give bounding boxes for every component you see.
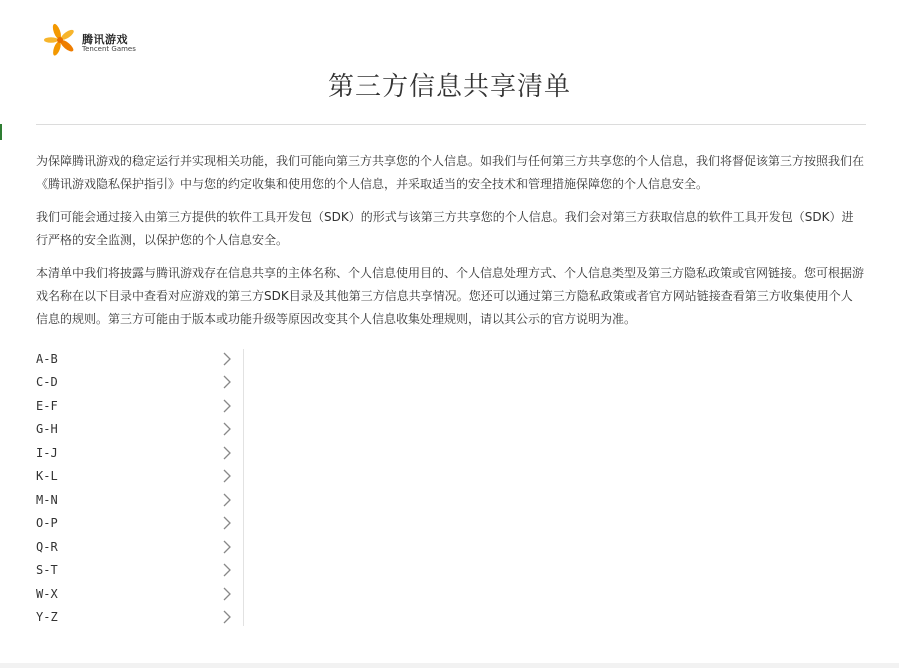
letter-index-list [36,347,232,629]
index-item-s-t[interactable] [36,559,232,583]
index-item-g-h[interactable] [36,418,232,442]
index-item-label: G-H [36,422,58,437]
logo-text-cn: 腾讯游戏 [82,33,128,46]
index-item-label: Q-R [36,539,58,554]
index-item-label: Y-Z [36,610,58,625]
index-item-w-x[interactable] [36,582,232,606]
index-item-k-l[interactable] [36,465,232,489]
chevron-right-icon [222,587,232,601]
intro-paragraph: 为保障腾讯游戏的稳定运行并实现相关功能，我们可能向第三方共享您的个人信息。如我们与任何第三方共享您的个人信息，我们将督促该第三方按照我们在《腾讯游戏隐私保护指引》中与您的约定收集和使用您的个人信息，并采取适当的安全技术和管理措施保障您的个人信息安全。 [36,154,865,191]
index-item-label: C-D [36,375,58,390]
index-item-e-f[interactable] [36,394,232,418]
tencent-games-logo[interactable] [40,22,150,58]
chevron-right-icon [222,610,232,624]
index-item-label: K-L [36,469,58,484]
index-item-a-b[interactable] [36,347,232,371]
intro-paragraph: 我们可能会通过接入由第三方提供的软件工具开发包（SDK）的形式与该第三方共享您的个人信息。我们会对第三方获取信息的软件工具开发包（SDK）进行严格的安全监测，以保护您的个人信息安全。 [36,210,854,247]
index-item-label: I-J [36,445,58,460]
index-item-label: O-P [36,516,58,531]
chevron-right-icon [222,469,232,483]
left-edge-marker [0,124,2,140]
index-item-q-r[interactable] [36,535,232,559]
index-item-m-n[interactable] [36,488,232,512]
index-item-y-z[interactable] [36,606,232,630]
index-item-c-d[interactable] [36,371,232,395]
index-item-label: A-B [36,351,58,366]
index-item-label: M-N [36,492,58,507]
index-item-label: S-T [36,563,58,578]
chevron-right-icon [222,375,232,389]
tencent-games-logo-icon [40,22,80,58]
chevron-right-icon [222,399,232,413]
index-item-label: E-F [36,398,58,413]
title-divider [36,124,866,125]
index-item-label: W-X [36,586,58,601]
index-content-divider [243,349,244,626]
intro-section [36,150,864,341]
logo-text-en: Tencent Games [82,45,136,53]
chevron-right-icon [222,493,232,507]
chevron-right-icon [222,516,232,530]
index-item-o-p[interactable] [36,512,232,536]
chevron-right-icon [222,422,232,436]
intro-paragraph: 本清单中我们将披露与腾讯游戏存在信息共享的主体名称、个人信息使用目的、个人信息处理方式、个人信息类型及第三方隐私政策或官网链接。您可根据游戏名称在以下目录中查看对应游戏的第三方SDK目录及其他第三方信息共享情况。您还可以通过第三方隐私政策或者官方网站链接查看第三方收集使用个人信息的规则。第三方可能由于版本或功能升级等原因改变其个人信息收集处理规则，请以其公示的官方说明为准。 [36,266,865,326]
chevron-right-icon [222,563,232,577]
chevron-right-icon [222,540,232,554]
page-title: 第三方信息共享清单 [327,72,571,102]
chevron-right-icon [222,352,232,366]
chevron-right-icon [222,446,232,460]
index-item-i-j[interactable] [36,441,232,465]
